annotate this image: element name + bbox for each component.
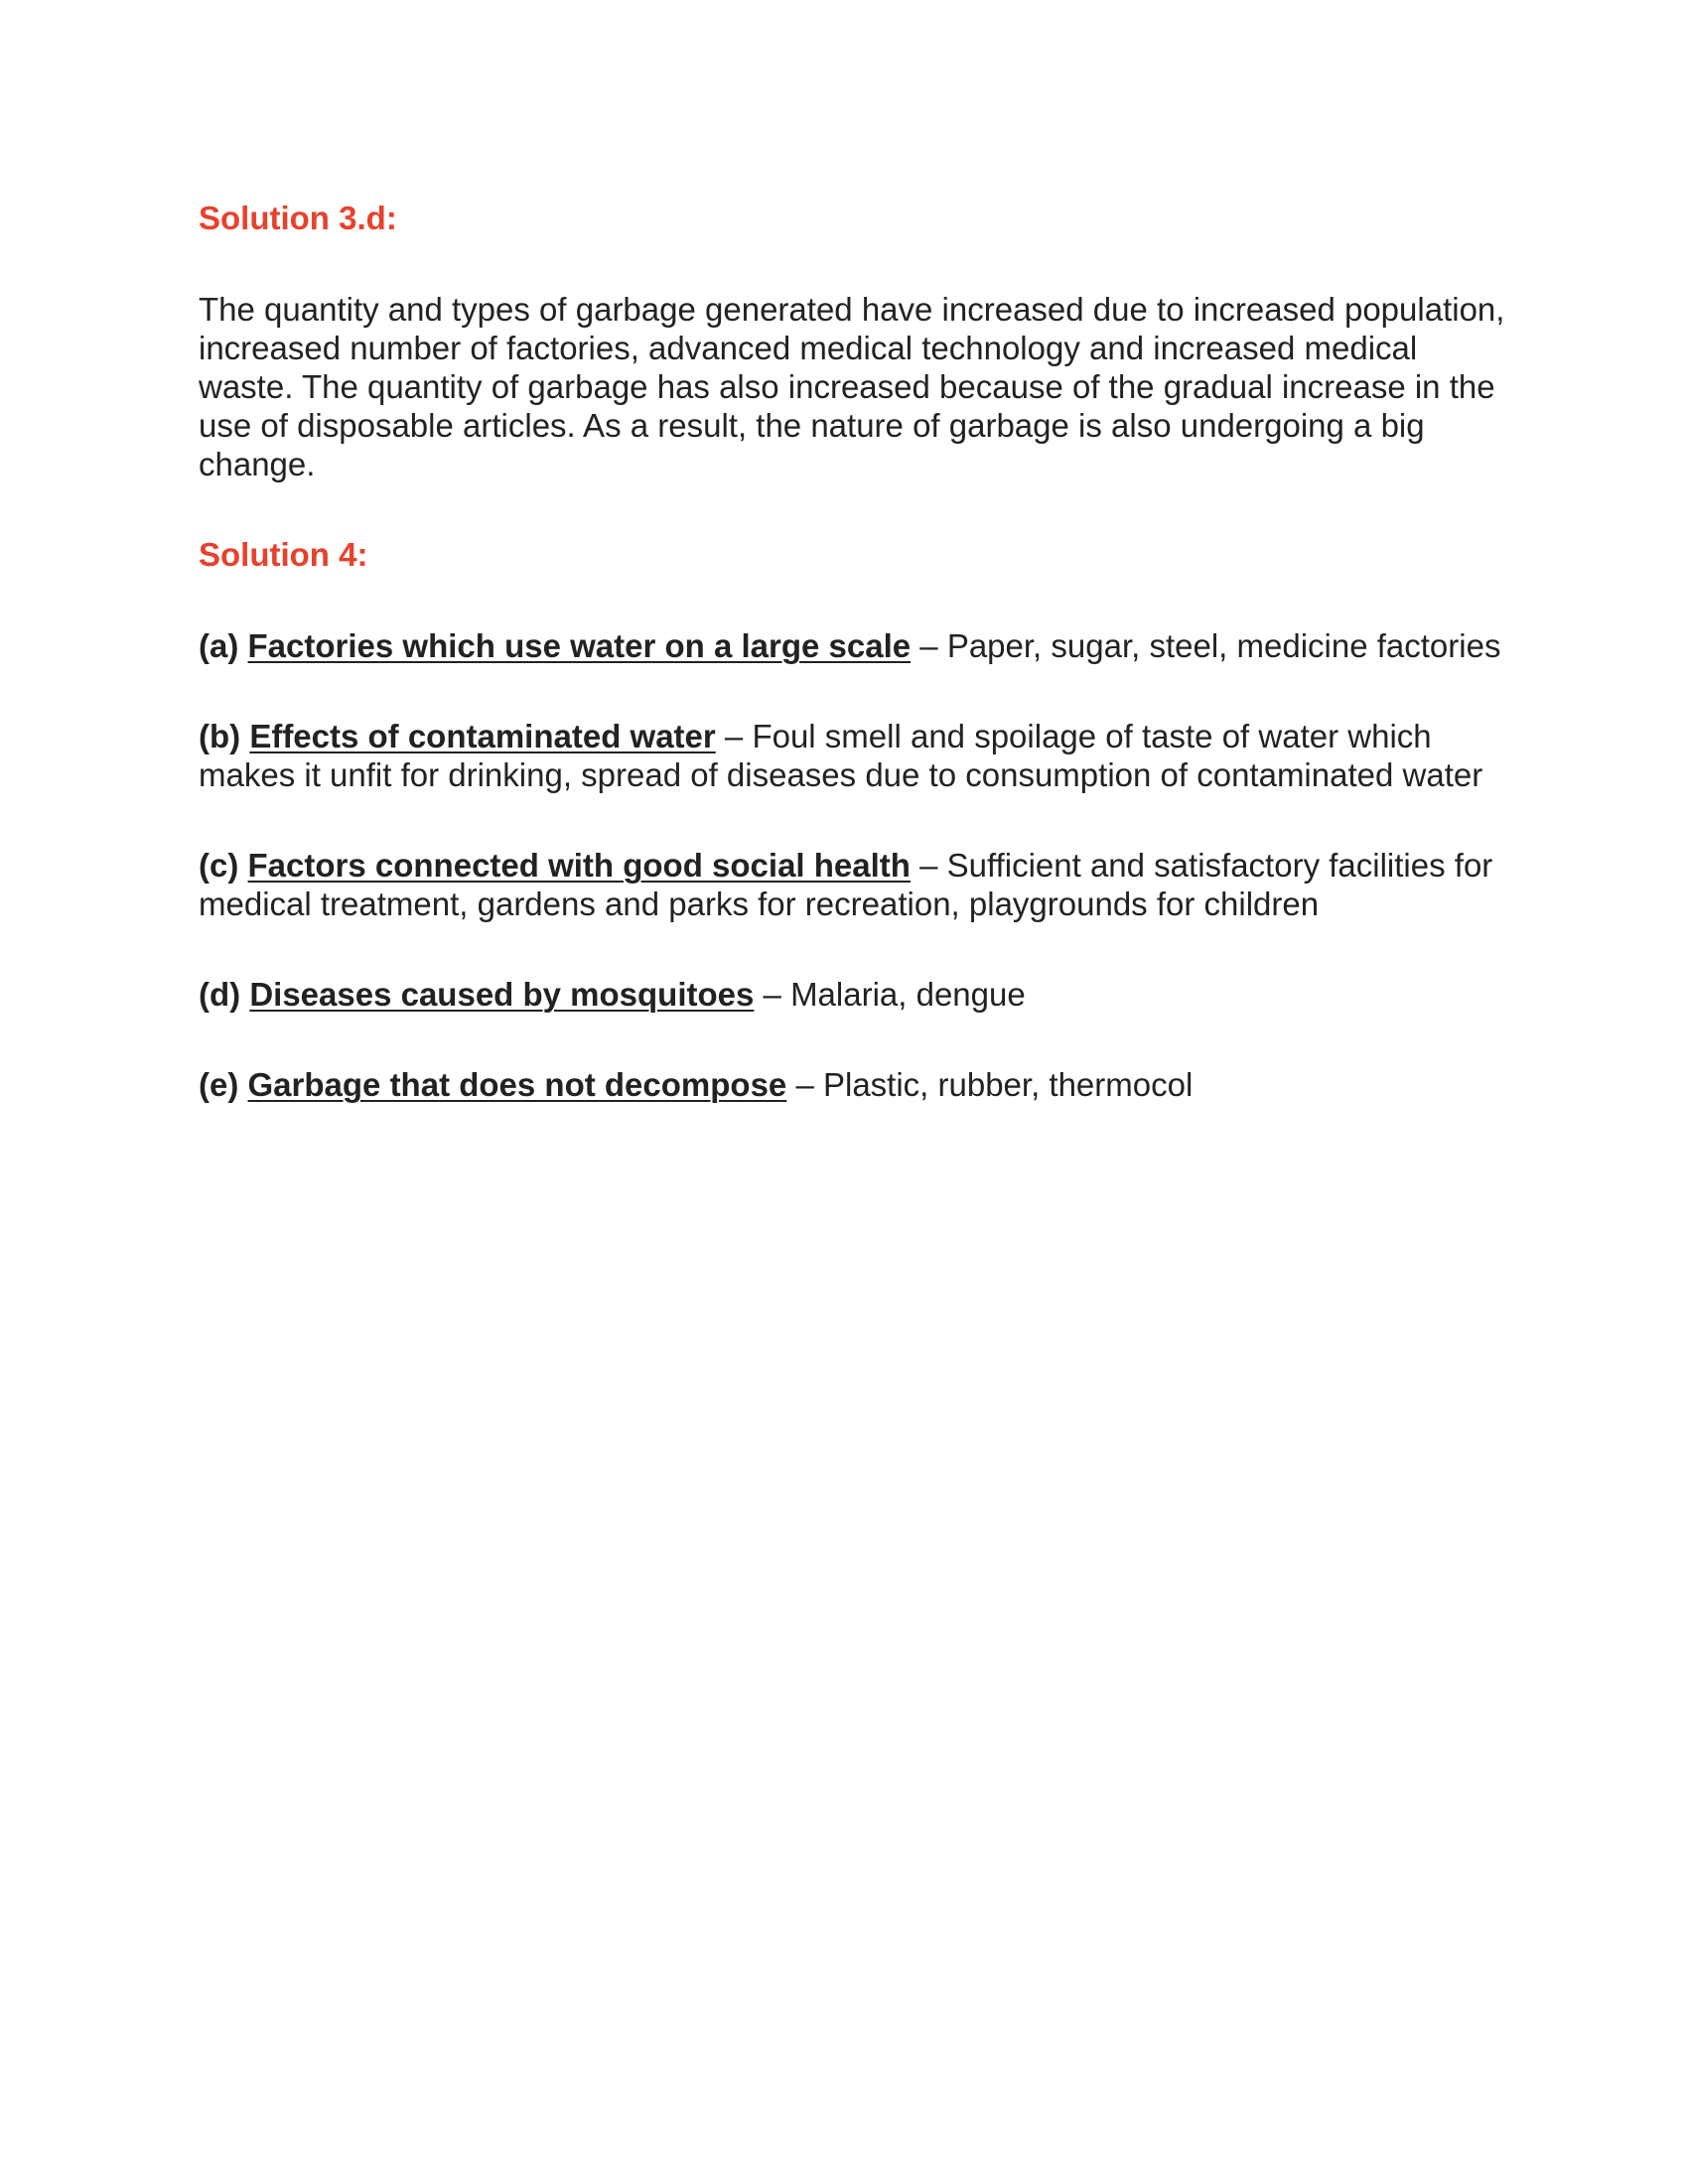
answer-item-b <box>199 717 1509 794</box>
item-answer: – Foul smell and spoilage of taste of water which makes it unfit for drinking, spread of diseases due to consumption of contaminated water <box>199 718 1483 793</box>
item-letter: (a) <box>199 627 239 664</box>
item-letter: (e) <box>199 1066 239 1103</box>
answer-item-d <box>199 975 1509 1014</box>
item-term: Garbage that does not decompose <box>247 1066 787 1103</box>
item-letter: (c) <box>199 847 239 884</box>
item-term: Factories which use water on a large scale <box>247 627 912 664</box>
item-term: Factors connected with good social health <box>247 847 911 884</box>
solution-3d-heading: Solution 3.d: <box>199 200 397 236</box>
answer-item-e <box>199 1065 1509 1104</box>
item-term: Effects of contaminated water <box>249 718 716 754</box>
item-term: Diseases caused by mosquitoes <box>249 976 755 1013</box>
item-answer: – Paper, sugar, steel, medicine factories <box>911 627 1501 664</box>
document-page <box>199 199 1509 1104</box>
solution-4-heading: Solution 4: <box>199 536 368 573</box>
solution-3d-paragraph: The quantity and types of garbage generated have increased due to increased population, increased number of factories, advanced medical technology and increased medical waste. The quantity of garbage has also increased because of the gradual increase in the use of disposable articles. As a result, the nature of garbage is also undergoing a big change. <box>199 291 1505 482</box>
item-answer: – Plastic, rubber, thermocol <box>786 1066 1194 1103</box>
item-answer: – Sufficient and satisfactory facilities for medical treatment, gardens and parks for recreation, playgrounds for children <box>199 847 1493 922</box>
item-answer: – Malaria, dengue <box>754 976 1026 1013</box>
item-letter: (d) <box>199 976 241 1013</box>
answer-item-a <box>199 626 1509 665</box>
item-letter: (b) <box>199 718 241 754</box>
answer-item-c <box>199 846 1509 923</box>
